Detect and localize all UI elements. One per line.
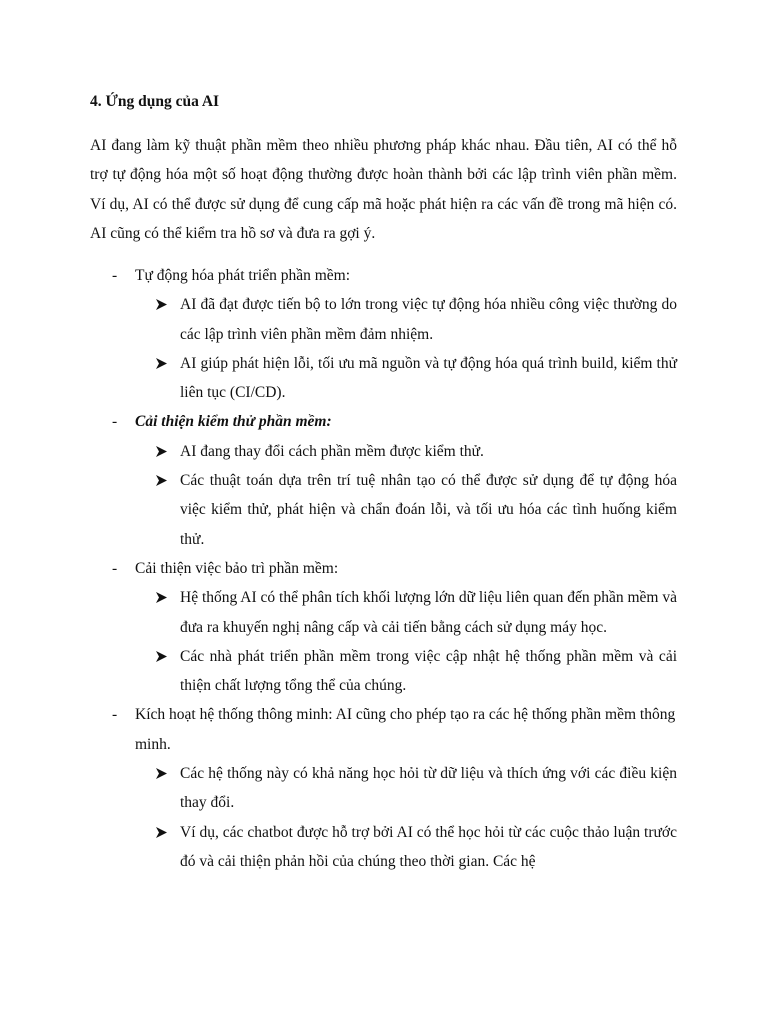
list-item <box>90 554 677 583</box>
sub-list-item <box>90 437 677 466</box>
sub-list-item-text: AI đã đạt được tiến bộ to lớn trong việc tự động hóa nhiều công việc thường do các lập trình viên phần mềm đảm nhiệm. <box>180 296 677 343</box>
applications-list <box>90 261 677 876</box>
arrow-bullet-icon <box>156 437 167 457</box>
sub-list-item-text: Ví dụ, các chatbot được hỗ trợ bởi AI có thể học hỏi từ các cuộc thảo luận trước đó và cải thiện phản hồi của chúng theo thời gian. Các hệ <box>180 823 677 870</box>
arrow-bullet-icon <box>156 290 167 310</box>
sub-list <box>90 583 677 700</box>
arrow-bullet-icon <box>156 349 167 369</box>
list-item-label: Kích hoạt hệ thống thông minh: AI cũng cho phép tạo ra các hệ thống phần mềm thông minh. <box>135 706 676 753</box>
list-item <box>90 700 677 759</box>
sub-list-item-text: Các hệ thống này có khả năng học hỏi từ dữ liệu và thích ứng với các điều kiện thay đổi. <box>180 765 677 812</box>
dash-bullet-icon: - <box>112 559 118 577</box>
sub-list <box>90 759 677 876</box>
list-item <box>90 407 677 436</box>
sub-list-item <box>90 290 677 349</box>
arrow-bullet-icon <box>156 466 167 486</box>
sub-list <box>90 290 677 407</box>
sub-list-item <box>90 642 677 701</box>
sub-list-item-text: AI đang thay đổi cách phần mềm được kiểm thử. <box>180 442 484 460</box>
sub-list-item-text: AI giúp phát hiện lỗi, tối ưu mã nguồn và tự động hóa quá trình build, kiểm thử liên tục (CI/CD). <box>180 354 677 402</box>
sub-list-item <box>90 349 677 408</box>
list-item <box>90 261 677 290</box>
list-item-label: Cải thiện kiểm thử phần mềm: <box>135 413 332 431</box>
arrow-bullet-icon <box>156 759 167 779</box>
list-item-label: Cải thiện việc bảo trì phần mềm: <box>135 559 339 577</box>
dash-bullet-icon: - <box>112 413 118 431</box>
sub-list <box>90 437 677 554</box>
sub-list-item-text: Các nhà phát triển phần mềm trong việc cập nhật hệ thống phần mềm và cải thiện chất lượng tổng thể của chúng. <box>180 647 677 695</box>
sub-list-item-text: Các thuật toán dựa trên trí tuệ nhân tạo có thể được sử dụng để tự động hóa việc kiểm thử, phát hiện và chẩn đoán lỗi, và tối ưu hóa các tình huống kiểm thử. <box>180 472 677 548</box>
list-item-label: Tự động hóa phát triển phần mềm: <box>135 267 351 284</box>
sub-list-item <box>90 583 677 642</box>
arrow-bullet-icon <box>156 642 167 662</box>
intro-paragraph: AI đang làm kỹ thuật phần mềm theo nhiều phương pháp khác nhau. Đầu tiên, AI có thể hỗ trợ tự động hóa một số hoạt động thường được hoàn thành bởi các lập trình viên phần mềm. Ví dụ, AI có thể được sử dụng để cung cấp mã hoặc phát hiện ra các vấn đề trong mã hiện có. AI cũng có thể kiểm tra hồ sơ và đưa ra gợi ý. <box>90 137 677 242</box>
sub-list-item <box>90 818 677 877</box>
arrow-bullet-icon <box>156 583 167 603</box>
sub-list-item <box>90 759 677 818</box>
arrow-bullet-icon <box>156 818 167 838</box>
sub-list-item-text: Hệ thống AI có thể phân tích khối lượng lớn dữ liệu liên quan đến phần mềm và đưa ra khuyến nghị nâng cấp và cải tiến bằng cách sử dụng máy học. <box>180 589 677 636</box>
section-heading: 4. Ứng dụng của AI <box>90 93 220 110</box>
dash-bullet-icon: - <box>112 706 118 724</box>
dash-bullet-icon: - <box>112 267 118 284</box>
sub-list-item <box>90 466 677 554</box>
